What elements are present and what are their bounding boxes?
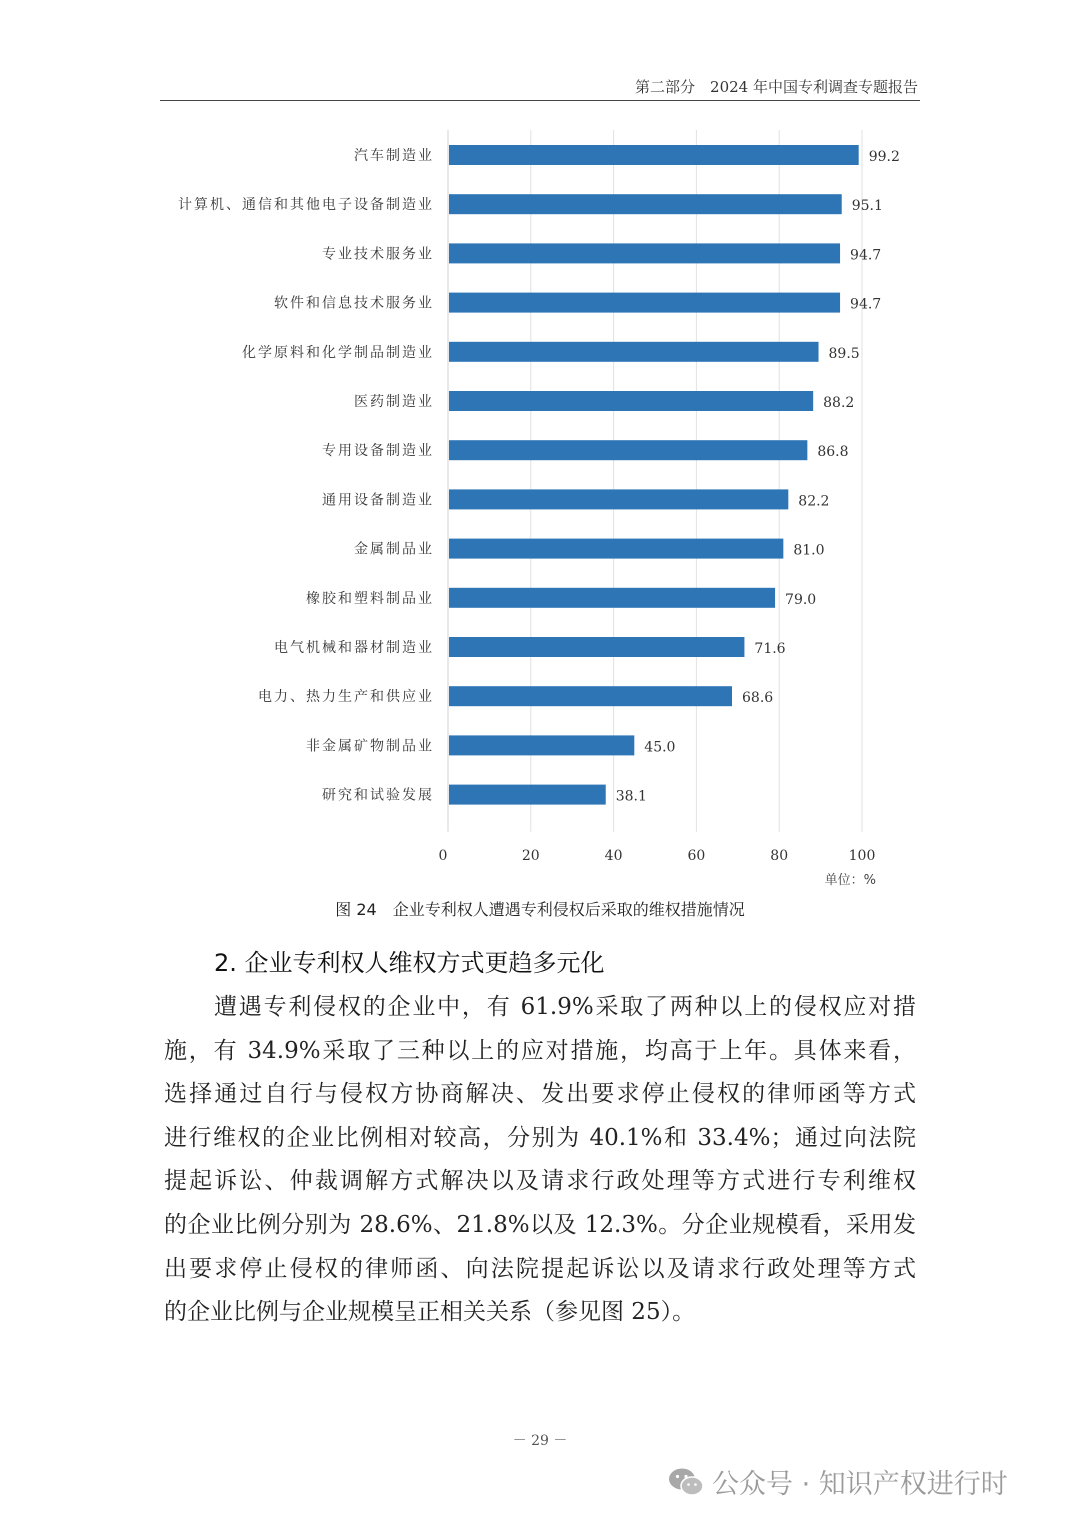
- data-label: 88.2: [823, 395, 855, 411]
- watermark: [668, 1462, 1008, 1501]
- category-label: 软件和信息技术服务业: [274, 295, 434, 312]
- data-label: 81.0: [793, 542, 825, 559]
- bar: [449, 243, 840, 263]
- data-label: 86.8: [817, 444, 849, 461]
- bar: [449, 145, 859, 165]
- bar: [449, 342, 819, 362]
- running-header: 第二部分 2024 年中国专利调查专题报告: [635, 78, 918, 96]
- data-label: 68.6: [742, 690, 774, 707]
- category-label: 汽车制造业: [354, 148, 434, 164]
- page-number: － 29 －: [512, 1433, 568, 1449]
- bar: [449, 539, 783, 559]
- bar-chart: [0, 120, 1080, 888]
- category-label: 通用设备制造业: [322, 492, 434, 509]
- category-label: 非金属矿物制品业: [306, 738, 434, 755]
- data-label: 82.2: [798, 493, 830, 510]
- bar: [449, 785, 606, 805]
- bar: [449, 489, 788, 509]
- bar: [449, 391, 813, 411]
- bar: [449, 735, 634, 755]
- paragraph-line: 进行维权的企业比例相对较高，分别为 40.1%和 33.4%；通过向法院: [164, 1124, 916, 1151]
- data-label: 38.1: [615, 788, 647, 805]
- x-tick-label: 60: [687, 847, 706, 864]
- bar: [449, 194, 842, 214]
- category-label: 计算机、通信和其他电子设备制造业: [178, 197, 434, 214]
- header-divider: [160, 100, 920, 101]
- section-title: 2. 企业专利权人维权方式更趋多元化: [214, 949, 605, 977]
- bar: [449, 637, 744, 657]
- data-label: 79.0: [785, 591, 817, 608]
- category-label: 专业技术服务业: [322, 246, 434, 263]
- category-label: 电气机械和器材制造业: [274, 640, 434, 656]
- x-tick-label: 80: [770, 847, 789, 864]
- data-label: 45.0: [644, 739, 676, 756]
- unit-label: 单位：%: [824, 872, 876, 888]
- data-label: 71.6: [754, 641, 786, 657]
- data-label: 94.7: [850, 247, 882, 264]
- category-label: 专用设备制造业: [322, 443, 434, 460]
- data-label: 99.2: [868, 149, 900, 165]
- paragraph-line: 提起诉讼、仲裁调解方式解决以及请求行政处理等方式进行专利维权: [164, 1168, 916, 1195]
- bar: [449, 588, 775, 608]
- bar: [449, 293, 840, 313]
- category-label: 化学原料和化学制品制造业: [242, 344, 434, 361]
- wechat-icon: [668, 1467, 704, 1497]
- x-tick-label: 0: [438, 847, 448, 864]
- paragraph-line: 出要求停止侵权的律师函、向法院提起诉讼以及请求行政处理等方式: [164, 1255, 916, 1282]
- bar: [449, 686, 732, 706]
- x-tick-label: 40: [604, 847, 623, 864]
- data-label: 95.1: [851, 198, 883, 215]
- category-label: 橡胶和塑料制品业: [306, 590, 434, 607]
- paragraph-line: 施，有 34.9%采取了三种以上的应对措施，均高于上年。具体来看，: [164, 1037, 916, 1064]
- category-label: 金属制品业: [354, 541, 434, 558]
- x-tick-label: 20: [521, 847, 540, 864]
- category-label: 研究和试验发展: [322, 787, 434, 804]
- bar: [449, 440, 807, 460]
- watermark-text: 公众号 · 知识产权进行时: [712, 1469, 1008, 1500]
- category-label: 医药制造业: [354, 394, 434, 410]
- data-label: 89.5: [828, 345, 860, 362]
- paragraph-line: 的企业比例分别为 28.6%、21.8%以及 12.3%。分企业规模看，采用发: [164, 1211, 916, 1238]
- paragraph-line: 选择通过自行与侵权方协商解决、发出要求停止侵权的律师函等方式: [164, 1081, 916, 1108]
- x-tick-label: 100: [848, 847, 876, 864]
- body-paragraph: [164, 986, 916, 1335]
- data-label: 94.7: [850, 296, 882, 313]
- paragraph-line: 的企业比例与企业规模呈正相关关系（参见图 25）。: [164, 1299, 696, 1326]
- paragraph-line: 遭遇专利侵权的企业中，有 61.9%采取了两种以上的侵权应对措: [214, 994, 916, 1020]
- category-label: 电力、热力生产和供应业: [258, 689, 434, 706]
- figure-caption: 图 24 企业专利权人遭遇专利侵权后采取的维权措施情况: [335, 900, 745, 919]
